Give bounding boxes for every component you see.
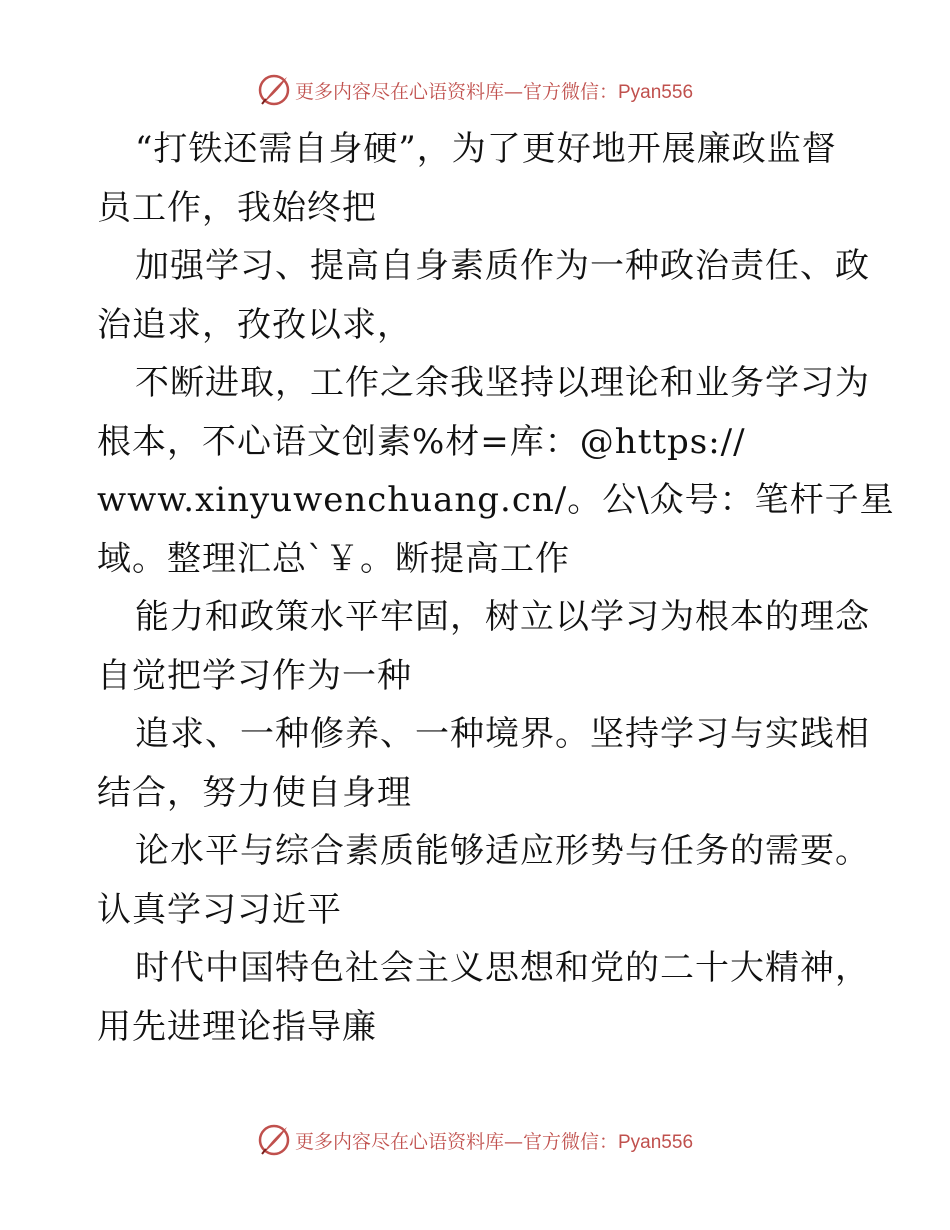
quill-pen-logo-icon <box>257 1123 291 1157</box>
body-line: 论水平与综合素质能够适应形势与任务的需要。 <box>135 831 870 871</box>
body-line: 加强学习、提高自身素质作为一种政治责任、政 <box>135 246 870 286</box>
body-line: 时代中国特色社会主义思想和党的二十大精神， <box>135 948 870 988</box>
footer-banner <box>0 1120 950 1160</box>
body-line: 结合，努力使自身理 <box>97 772 412 813</box>
body-line: 能力和政策水平牢固，树立以学习为根本的理念 <box>135 597 870 637</box>
body-line: 员工作，我始终把 <box>97 187 377 228</box>
body-line: 不断进取，工作之余我坚持以理论和业务学习为 <box>135 363 870 403</box>
body-line: 根本，不心语文创素%材=库：@https:// <box>97 421 746 462</box>
footer-banner-text: 更多内容尽在心语资料库—官方微信：Pyan556 <box>294 1130 694 1153</box>
body-line: 治追求，孜孜以求， <box>97 304 412 345</box>
body-line: 用先进理论指导廉 <box>97 1006 377 1047</box>
quill-pen-logo-icon <box>257 73 291 107</box>
header-banner <box>0 70 950 110</box>
header-banner-text: 更多内容尽在心语资料库—官方微信：Pyan556 <box>294 80 694 103</box>
body-line: 自觉把学习作为一种 <box>97 655 412 696</box>
body-line: 追求、一种修养、一种境界。坚持学习与实践相 <box>135 714 870 754</box>
document-body <box>97 120 895 1056</box>
body-line: 认真学习习近平 <box>97 889 342 930</box>
body-line: 域。整理汇总`￥。断提高工作 <box>97 538 570 579</box>
body-line: www.xinyuwenchuang.cn/。公\众号：笔杆子星 <box>97 480 895 520</box>
body-line: “打铁还需自身硬”，为了更好地开展廉政监督 <box>135 129 837 169</box>
